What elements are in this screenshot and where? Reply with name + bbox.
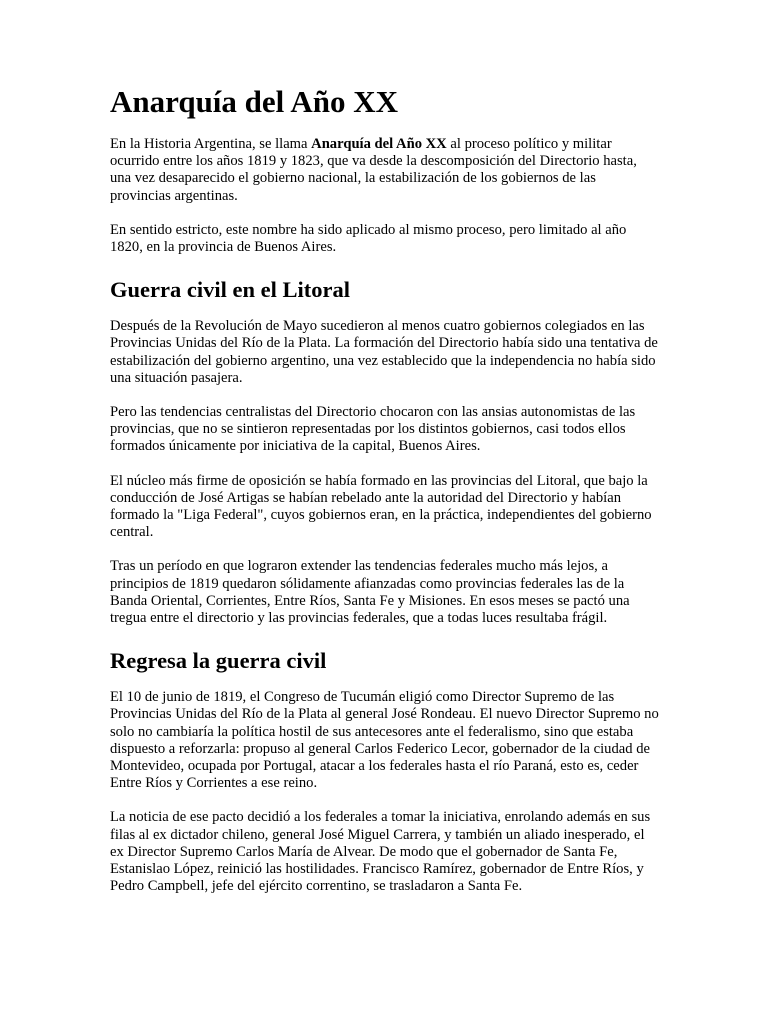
litoral-paragraph-1: Después de la Revolución de Mayo sucedieron al menos cuatro gobiernos colegiados en las Provincias Unidas del Río de la Plata. La formación del Directorio había sido una tentativa de estabilización del gobierno argentino, una vez establecido que la independencia no había sido una situación pasajera. <box>110 318 658 386</box>
document-page <box>110 84 660 913</box>
intro-text-before: En la Historia Argentina, se llama <box>110 136 312 152</box>
intro-paragraph-1 <box>110 136 660 205</box>
litoral-paragraph-4: Tras un período en que lograron extender las tendencias federales mucho más lejos, a principios de 1819 quedaron sólidamente afianzadas como provincias federales las de la Banda Oriental, Corrientes, Entre Ríos, Santa Fe y Misiones. En esos meses se pactó una tregua entre el directorio y las provincias federales, que a todas luces resultaba frágil. <box>110 558 630 627</box>
regresa-paragraph-2: La noticia de ese pacto decidió a los federales a tomar la iniciativa, enrolando además en sus filas al ex dictador chileno, general José Miguel Carrera, y también un aliado inesperado, el ex Director Supremo Carlos María de Alvear. De modo que el gobernador de Santa Fe, Estanislao López, reinició las hostilidades. Francisco Ramírez, gobernador de Entre Ríos, y Pedro Campbell, jefe del ejército correntino, se trasladaron a Santa Fe. <box>110 809 651 895</box>
litoral-paragraph-2: Pero las tendencias centralistas del Directorio chocaron con las ansias autonomistas de las provincias, que no se sintieron representadas por los distintos gobiernos, casi todos ellos formados únicamente por iniciativa de la capital, Buenos Aires. <box>110 404 636 455</box>
section-heading-regresa: Regresa la guerra civil <box>110 648 327 674</box>
litoral-paragraph-3: El núcleo más firme de oposición se había formado en las provincias del Litoral, que bajo la conducción de José Artigas se habían rebelado ante la autoridad del Directorio y habían formado la "Liga Federal", cuyos gobiernos eran, en la práctica, independientes del gobierno central. <box>110 472 652 541</box>
intro-paragraph-2: En sentido estricto, este nombre ha sido aplicado al mismo proceso, pero limitado al año 1820, en la provincia de Buenos Aires. <box>110 221 627 256</box>
section-heading-litoral: Guerra civil en el Litoral <box>110 277 350 303</box>
intro-bold-term: Anarquía del Año XX <box>311 136 447 152</box>
regresa-paragraph-1: El 10 de junio de 1819, el Congreso de Tucumán eligió como Director Supremo de las Provincias Unidas del Río de la Plata al general José Rondeau. El nuevo Director Supremo no solo no cambiaría la política hostil de sus antecesores ante el federalismo, sino que estaba dispuesto a reforzarla: propuso al general Carlos Federico Lecor, gobernador de la ciudad de Montevideo, ocupada por Portugal, atacar a los federales hasta el río Paraná, esto es, ceder Entre Ríos y Corrientes a ese reino. <box>110 689 659 792</box>
page-title: Anarquía del Año XX <box>110 84 398 119</box>
intro-text-after: al proceso político y militar ocurrido entre los años 1819 y 1823, que va desde la descomposición del Directorio hasta, una vez desaparecido el gobierno nacional, la estabilización de los gobiernos de las provincias argentinas. <box>110 136 637 204</box>
